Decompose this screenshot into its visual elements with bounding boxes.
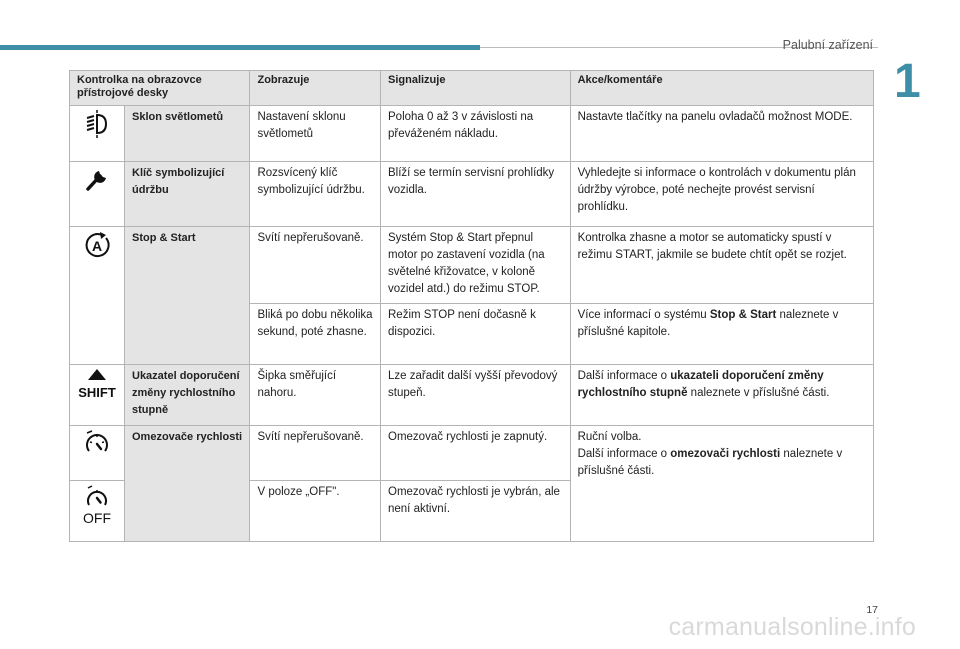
row-shown: Rozsvícený klíč symbolizující údržbu.	[250, 162, 381, 227]
page-number: 17	[866, 604, 878, 616]
row-signal: Lze zařadit další vyšší převodový stupeň.	[381, 364, 571, 425]
svg-text:A: A	[91, 238, 103, 255]
table-row-stop-start	[70, 227, 874, 303]
row-signal: Omezovač rychlosti je zapnutý.	[381, 425, 571, 480]
column-header-indicator: Kontrolka na obrazovce přístrojové desky	[70, 71, 250, 106]
svg-text:SHIFT: SHIFT	[78, 384, 116, 400]
svg-text:OFF: OFF	[83, 509, 111, 526]
column-header-shown: Zobrazuje	[250, 71, 381, 106]
row-name: Ukazatel doporučení změny rychlostního stupně	[125, 364, 250, 425]
table-row-speed-limiter	[70, 425, 874, 480]
headlamp-beam-adjustment-icon	[84, 109, 110, 139]
row-shown: Svítí nepřerušovaně.	[250, 227, 381, 303]
gear-shift-up-icon	[77, 368, 117, 400]
warning-lights-table	[69, 70, 874, 542]
row-name: Klíč symbolizující údržbu	[125, 162, 250, 227]
row-shown: V poloze „OFF".	[250, 480, 381, 541]
table-header-row	[70, 71, 874, 106]
column-header-action: Akce/komentáře	[570, 71, 873, 106]
row-shown: Nastavení sklonu světlometů	[250, 106, 381, 162]
table-row-service	[70, 162, 874, 227]
speedometer-icon	[83, 429, 111, 457]
row-action: Nastavte tlačítky na panelu ovladačů možnost MODE.	[570, 106, 873, 162]
row-action: Ruční volba. Další informace o omezovači rychlosti naleznete v příslušné části.	[570, 425, 873, 541]
row-name: Omezovače rychlosti	[125, 425, 250, 541]
stop-start-icon	[82, 230, 112, 260]
stop-start-icon-cell	[70, 227, 125, 365]
row-shown: Bliká po dobu několika sekund, poté zhasne.	[250, 303, 381, 364]
row-signal: Poloha 0 až 3 v závislosti na převáženém nákladu.	[381, 106, 571, 162]
headlamp-icon-cell	[70, 106, 125, 162]
row-signal: Režim STOP není dočasně k dispozici.	[381, 303, 571, 364]
row-signal: Blíží se termín servisní prohlídky vozidla.	[381, 162, 571, 227]
row-signal: Omezovač rychlosti je vybrán, ale není aktivní.	[381, 480, 571, 541]
watermark: carmanualsonline.info	[668, 613, 916, 641]
section-title: Palubní zařízení	[782, 38, 873, 52]
row-action: Vyhledejte si informace o kontrolách v dokumentu plán údržby výrobce, poté nechejte provést servisní prohlídku.	[570, 162, 873, 227]
row-name: Stop & Start	[125, 227, 250, 365]
row-shown: Svítí nepřerušovaně.	[250, 425, 381, 480]
speed-limiter-off-icon-cell	[70, 480, 125, 541]
row-action: Další informace o ukazateli doporučení změny rychlostního stupně naleznete v příslušné části.	[570, 364, 873, 425]
chapter-number: 1	[894, 55, 921, 108]
row-action: Kontrolka zhasne a motor se automaticky spustí v režimu START, jakmile se budete chtít opět se rozjet.	[570, 227, 873, 303]
table-row-gear-shift	[70, 364, 874, 425]
wrench-icon	[83, 165, 111, 193]
row-name: Sklon světlometů	[125, 106, 250, 162]
speedometer-off-icon	[80, 484, 114, 526]
gear-shift-icon-cell	[70, 364, 125, 425]
row-shown: Šipka směřující nahoru.	[250, 364, 381, 425]
speed-limiter-icon-cell	[70, 425, 125, 480]
service-icon-cell	[70, 162, 125, 227]
column-header-signal: Signalizuje	[381, 71, 571, 106]
table-row-headlamp	[70, 106, 874, 162]
header-accent-bar	[0, 45, 480, 50]
row-action: Více informací o systému Stop & Start naleznete v příslušné kapitole.	[570, 303, 873, 364]
row-signal: Systém Stop & Start přepnul motor po zastavení vozidla (na světelné křižovatce, v koloně vozidel atd.) do režimu STOP.	[381, 227, 571, 303]
